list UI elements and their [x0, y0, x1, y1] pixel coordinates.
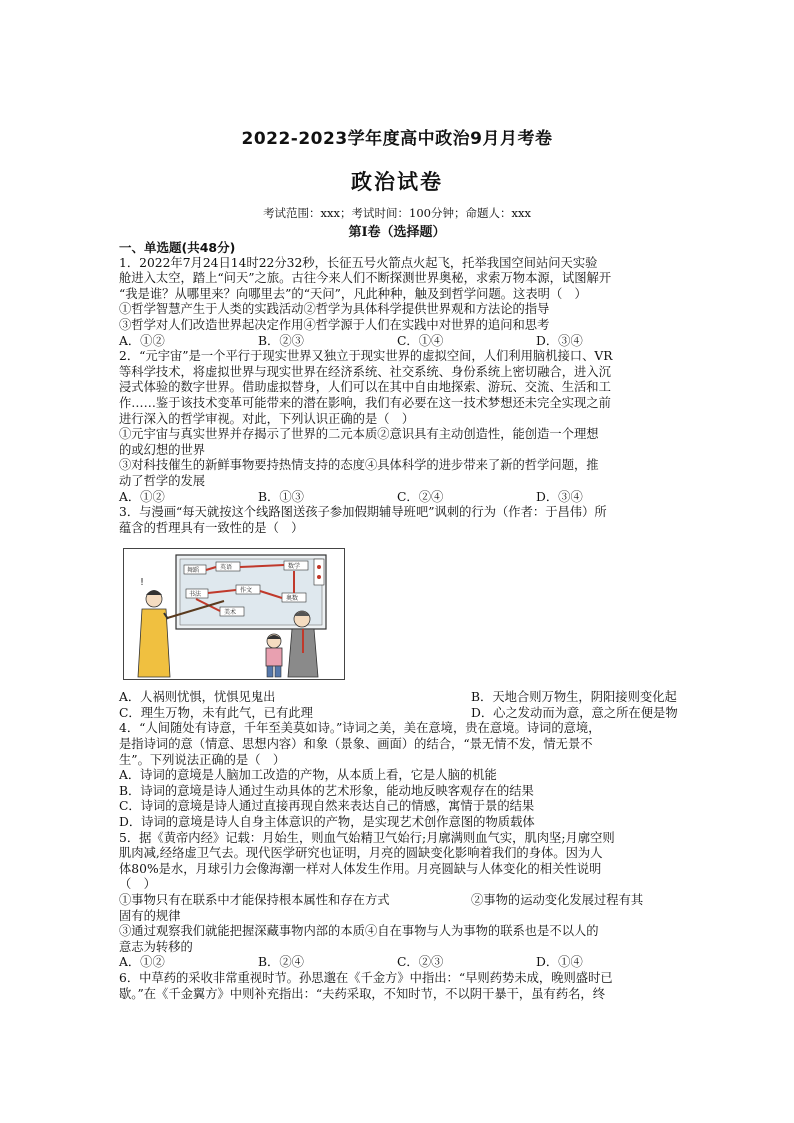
question-5 [119, 831, 679, 971]
subject-title: 政治试卷 [351, 170, 443, 194]
board-label: 奥数 [286, 595, 299, 603]
question-text-line: 4．“人间随处有诗意，千年至美莫如诗。”诗词之美，美在意境，贵在意境。诗词的意境， [119, 721, 601, 736]
option-b: B．②③ [258, 333, 304, 348]
option-a: A．人祸则忧惧，忧惧见鬼出 [119, 690, 276, 705]
answer-options [119, 706, 679, 722]
answer-options [119, 690, 679, 706]
question-text-line: （ ） [119, 877, 156, 892]
question-content [119, 240, 679, 1002]
question-text-line: 进行深入的哲学审视。对此，下列认识正确的是（ ） [119, 411, 415, 426]
question-2 [119, 349, 679, 505]
question-text-line: 蕴含的哲理具有一致性的是（ ） [119, 520, 304, 535]
question-text-line: 作……鉴于该技术变革可能带来的潜在影响，我们有必要在这一技术梦想还未完全实现之前 [119, 395, 611, 410]
exam-title: 2022-2023学年度高中政治9月月考卷 [241, 129, 553, 149]
question-text-line: ③哲学对人们改造世界起决定作用④哲学源于人们在实践中对世界的追问和思考 [119, 317, 550, 332]
question-text-line: 是指诗词的意（情意、思想内容）和象（景象、画面）的结合，“景无情不发，情无景不 [119, 737, 593, 752]
statement-line [119, 893, 679, 909]
board-label: 书法 [189, 591, 202, 599]
question-text-line: ①元宇宙与真实世界并存揭示了世界的二元本质②意识具有主动创造性，能创造一个理想 [119, 427, 599, 442]
option-a: A．①② [119, 489, 165, 504]
option-a: A．诗词的意境是人脑加工改造的产物，从本质上看，它是人脑的机能 [119, 768, 497, 783]
option-c: C．②④ [397, 489, 444, 504]
option-c: C．诗词的意境是诗人通过直接再现自然来表达自己的情感，寓情于景的结果 [119, 799, 535, 814]
question-text-line: ③对科技催生的新鲜事物要持热情支持的态度④具体科学的进步带来了新的哲学问题，推 [119, 458, 599, 473]
option-b: B．①③ [258, 489, 304, 504]
board-label: 作文 [240, 587, 253, 595]
answer-options [119, 334, 679, 350]
option-b: B．②④ [258, 955, 304, 970]
section-title: 一、单选题(共48分) [119, 240, 236, 255]
option-d: D．诗词的意境是诗人自身主体意识的产物，是实现艺术创作意图的物质载体 [119, 815, 535, 830]
option-d: D．③④ [536, 333, 583, 348]
question-text-line: ③通过观察我们就能把握深藏事物内部的本质④自在事物与人为事物的联系也是不以人的 [119, 924, 599, 939]
option-c: C．①④ [397, 333, 444, 348]
option-d: D．①④ [536, 955, 583, 970]
question-4 [119, 721, 679, 830]
question-text-line: 1．2022年7月24日14时22分32秒，长征五号火箭点火起飞，托举我国空间站问天实验 [119, 255, 598, 270]
question-text-line: 肌肉减,经络虚卫气去。现代医学研究也证明，月亮的圆缺变化影响着我们的身体。因为人 [119, 846, 603, 861]
question-text-line: “我是谁？从哪里来？向哪里去”的“天问”，凡此种种，触及到哲学问题。这表明（ ） [119, 286, 587, 301]
exam-info: 考试范围：xxx；考试时间：100分钟；命题人：xxx [263, 206, 531, 220]
board-label: 英语 [220, 564, 233, 572]
option-c: C．理生万物，未有此气，已有此理 [119, 705, 313, 720]
statement-2: ②事物的运动变化发展过程有其 [471, 893, 644, 907]
question-text-line: 体80%是水，月球引力会像海潮一样对人体发生作用。月亮圆缺与人体变化的相关性说明 [119, 861, 602, 876]
question-text-line: 动了哲学的发展 [119, 473, 206, 488]
svg-text:!: ! [140, 577, 145, 589]
question-6 [119, 971, 679, 1002]
question-text-line: ①哲学智慧产生于人类的实践活动②哲学为具体科学提供世界观和方法论的指导 [119, 302, 550, 317]
question-text-line: 意志为转移的 [119, 939, 193, 954]
option-a: A．①② [119, 955, 165, 970]
question-text-line: 3．与漫画“每天就按这个线路图送孩子参加假期辅导班吧”讽刺的行为（作者：于昌伟）所 [119, 505, 607, 520]
option-d: D．心之发动而为意，意之所在便是物 [471, 705, 678, 720]
question-text-line: 5．据《黄帝内经》记载：月始生，则血气始精卫气始行;月廓满则血气实，肌肉坚;月廓空则 [119, 830, 615, 845]
statement-1: ①事物只有在联系中才能保持根本属性和存在方式 [119, 893, 390, 907]
board-label: 数学 [288, 563, 301, 571]
question-text-line: 6．中草药的采收非常重视时节。孙思邈在《千金方》中指出：“早则药势未成，晚则盛时已 [119, 970, 613, 985]
option-a: A．①② [119, 333, 165, 348]
option-b: B．诗词的意境是诗人通过生动具体的艺术形象，能动地反映客观存在的结果 [119, 783, 534, 798]
question-text-line: 固有的规律 [119, 908, 181, 923]
option-b: B．天地合则万物生，阴阳接则变化起 [471, 690, 677, 705]
answer-options [119, 490, 679, 506]
board-label: 美术 [224, 609, 237, 617]
option-c: C．②③ [397, 955, 444, 970]
answer-options [119, 955, 679, 971]
question-1 [119, 256, 679, 350]
question-text-line: 2．“元宇宙”是一个平行于现实世界又独立于现实世界的虚拟空间，人们利用脑机接口、VR [119, 349, 613, 364]
question-3 [119, 505, 679, 721]
volume-title: 第I卷（选择题） [348, 225, 446, 240]
question-text-line: 等科学技术，将虚拟世界与现实世界在经济系统、社交系统、身份系统上密切融合，进入沉 [119, 364, 611, 379]
question-text-line: 舱进入太空，踏上“问天”之旅。古往今来人们不断探测世界奥秘，求索万物本源，试图解开 [119, 271, 612, 286]
question-text-line: 歇。”在《千金翼方》中则补充指出：“夫药采取，不知时节，不以阴干暴干，虽有药名，终 [119, 986, 606, 1001]
board-label: 舞蹈 [187, 567, 200, 575]
question-text-line: 浸式体验的数字世界。借助虚拟替身，人们可以在其中自由地探索、游玩、交流、生活和工 [119, 380, 611, 395]
question-text-line: 的或幻想的世界 [119, 442, 206, 457]
question-text-line: 生”。下列说法正确的是（ ） [119, 752, 286, 767]
cartoon-image [123, 548, 345, 680]
option-d: D．③④ [536, 489, 583, 504]
